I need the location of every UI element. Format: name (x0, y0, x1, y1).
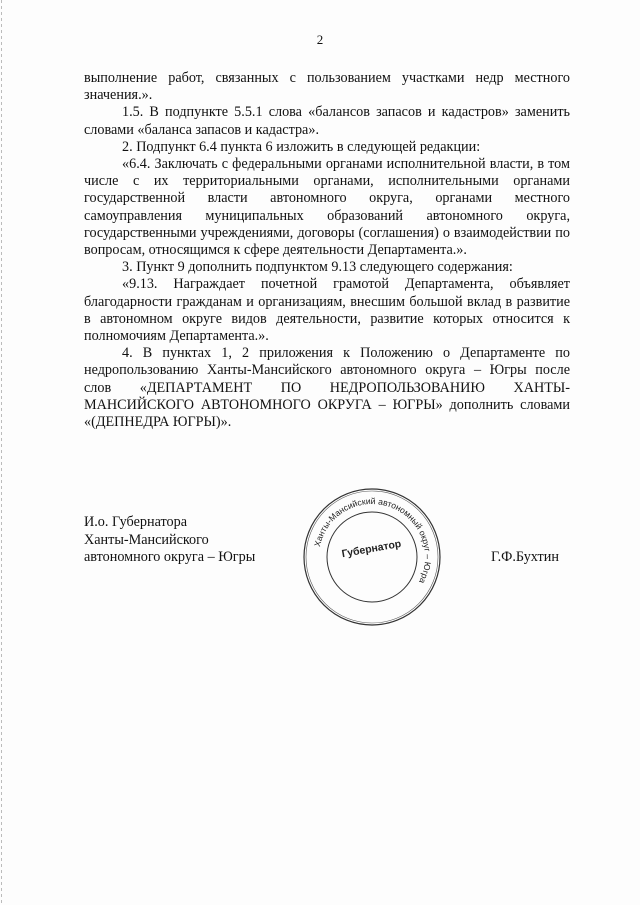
signature-position-line: автономного округа – Югры (84, 549, 256, 565)
paragraph-6-4-quote: «6.4. Заключать с федеральными органами исполнительной власти, в том числе с их территориальными органами, исполнительными органами государственной власти автономного округа, органами местного самоуправления муниципальных образований автономного округа, государственными учреждениями, договоры (соглашения) о взаимодействии по вопросам, относящимся к сфере деятельности Департамента.». (84, 156, 570, 259)
paragraph-continuation: выполнение работ, связанных с пользованием участками недр местного значения.». (84, 70, 570, 104)
signature-position-line: Ханты-Мансийского (84, 531, 209, 548)
signature-position (84, 514, 255, 567)
paragraph-1-5: 1.5. В подпункте 5.5.1 слова «балансов запасов и кадастров» заменить словами «баланса запасов и кадастра». (84, 104, 570, 138)
seal-ring-text: Ханты-Мансийский автономный округ – Югра (312, 495, 434, 586)
paragraph-2: 2. Подпункт 6.4 пункта 6 изложить в следующей редакции: (122, 138, 481, 155)
paragraph-9-13-quote: «9.13. Награждает почетной грамотой Департамента, объявляет благодарности гражданам и организациям, внесшим большой вклад в развитие в автономном округе видов деятельности, развитие которых относится к полномочиям Департамента.». (84, 276, 570, 345)
signer-name: Г.Ф.Бухтин (491, 549, 559, 565)
paragraph-3: 3. Пункт 9 дополнить подпунктом 9.13 следующего содержания: (122, 259, 513, 276)
seal-outer-ring (304, 489, 440, 625)
scan-edge (1, 0, 2, 905)
seal-center-text: Губернатор (340, 537, 403, 561)
page-number: 2 (316, 32, 324, 47)
seal-outer-ring-inner (306, 491, 438, 623)
document-body (84, 70, 570, 431)
official-seal (301, 486, 443, 628)
seal-inner-ring (327, 512, 417, 602)
signature-position-line: И.о. Губернатора (84, 514, 187, 530)
paragraph-4: 4. В пунктах 1, 2 приложения к Положению о Департаменте по недропользованию Ханты-Мансийского автономного округа – Югры после слов «ДЕПАРТАМЕНТ ПО НЕДРОПОЛЬЗОВАНИЮ ХАНТЫ-МАНСИЙСКОГО АВТОНОМНОГО ОКРУГА – ЮГРЫ» дополнить словами «(ДЕПНЕДРА ЮГРЫ)». (84, 345, 570, 431)
